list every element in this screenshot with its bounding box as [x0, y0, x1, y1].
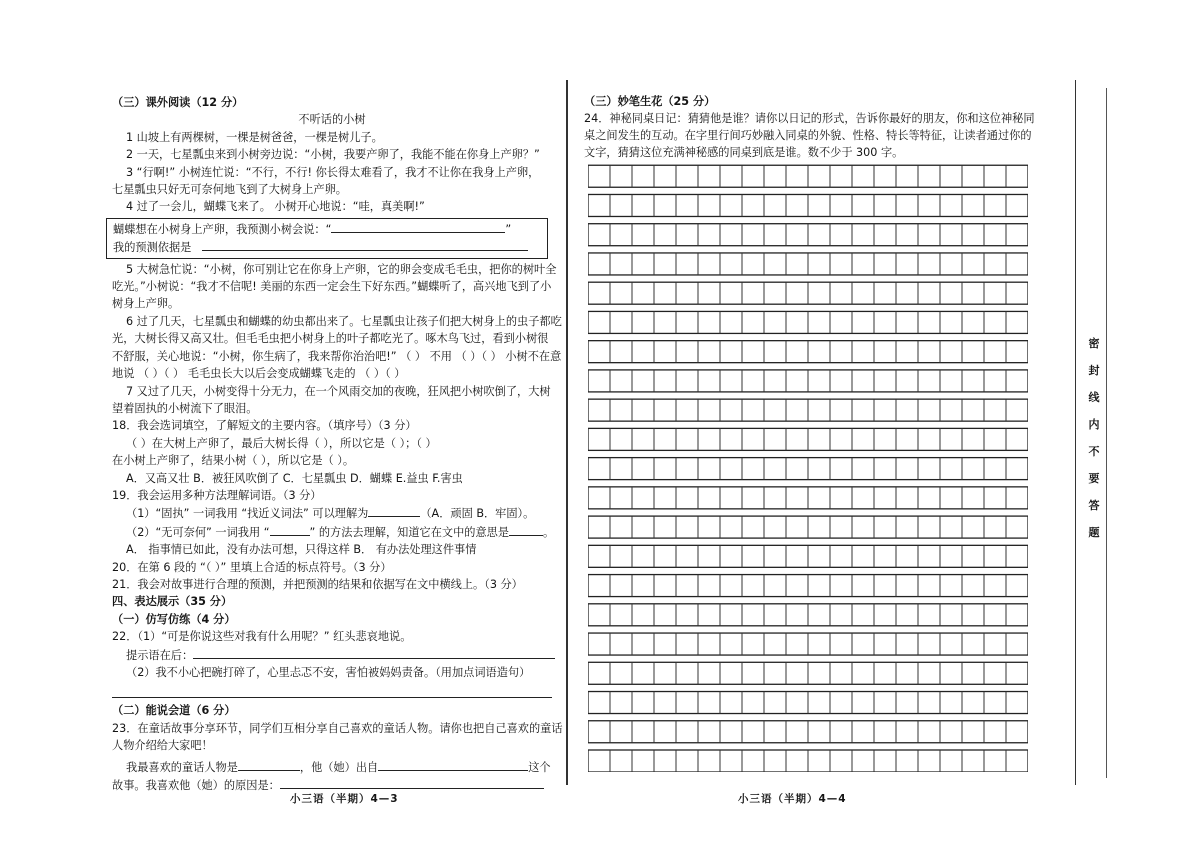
writing-grid-row[interactable]	[588, 662, 1028, 684]
binding-char: 要	[1088, 472, 1100, 485]
writing-grid-row[interactable]	[588, 575, 1028, 597]
paragraph-1: 1 山坡上有两棵树，一棵是树爸爸，一棵是树儿子。	[126, 130, 383, 144]
section-title-writing: （三）妙笔生花（25 分）	[584, 95, 716, 108]
question-22-1-blank[interactable]	[193, 646, 555, 659]
prediction-basis-blank[interactable]	[202, 238, 528, 251]
writing-grid-row[interactable]	[588, 458, 1028, 480]
writing-grid[interactable]	[588, 158, 1028, 772]
writing-grid-row[interactable]	[588, 224, 1028, 246]
left-page	[112, 94, 563, 794]
question-23-character-blank[interactable]	[238, 758, 300, 771]
question-23a: 23．在童话故事分享环节，同学们互相分享自己喜欢的童话人物。请你也把自己喜欢的童话	[112, 721, 563, 735]
writing-grid-row[interactable]	[588, 750, 1028, 772]
question-24c: 文字，猜猜这位充满神秘感的同桌到底是谁。数不少于 300 字。	[584, 146, 904, 159]
question-24a: 24．神秘同桌日记：猜猜他是谁？请你以日记的形式，告诉你最好的朋友，你和这位神秘同	[584, 112, 1035, 125]
writing-grid-row[interactable]	[588, 633, 1028, 655]
paragraph-6a: 6 过了几天，七星瓢虫和蝴蝶的幼虫都出来了。七星瓢虫让孩子们把大树身上的虫子都吃	[126, 314, 562, 328]
question-19-2-method-blank[interactable]	[270, 523, 310, 536]
question-24b: 桌之间发生的互动。在字里行间巧妙融入同桌的外貌、性格、特长等特征，让读者通过你的	[584, 129, 1032, 142]
question-21: 21．我会对故事进行合理的预测，并把预测的结果和依据写在文中横线上。（3 分）	[112, 577, 523, 591]
section-4-2-title: （二）能说会道（6 分）	[112, 704, 236, 718]
question-23-reason-label: 故事。我喜欢他（她）的原因是：	[112, 779, 280, 793]
writing-grid-row[interactable]	[588, 370, 1028, 392]
left-page-footer: 小三语（半期）4—3	[290, 793, 399, 805]
story-title: 不听话的小树	[298, 113, 366, 127]
paragraph-5b: 吃光。”小树说：“我才不信呢! 美丽的东西一定会生下好东西。”蝴蝶听了，高兴地飞到了小	[112, 280, 552, 294]
question-19-1: （1）“固执” 一词我用 “找近义词法” 可以理解为	[126, 507, 369, 521]
paragraph-5a: 5 大树急忙说：“小树，你可别让它在你身上产卵，它的卵会变成毛毛虫，把你的树叶全	[126, 262, 557, 276]
question-23-reason-blank[interactable]	[280, 776, 544, 789]
paragraph-2: 2 一天，七星瓢虫来到小树旁边说：“小树，我要产卵了，我能不能在你身上产卵？”	[126, 148, 540, 162]
paragraph-7a: 7 又过了几天，小树变得十分无力，在一个风雨交加的夜晚，狂风把小树吹倒了，大树	[126, 384, 551, 398]
question-23-source-label: ，他（她）出自	[299, 760, 379, 774]
writing-grid-row[interactable]	[588, 692, 1028, 714]
right-page	[584, 93, 1044, 161]
writing-grid-row[interactable]	[588, 428, 1028, 450]
binding-char: 答	[1088, 499, 1100, 512]
writing-grid-row[interactable]	[588, 253, 1028, 275]
right-page-footer: 小三语（半期）4—4	[738, 793, 847, 805]
question-23-this: 这个	[528, 760, 551, 774]
prediction-blank[interactable]	[331, 220, 505, 233]
paragraph-5c: 树身上产卵。	[112, 297, 180, 311]
paragraph-6d: 地说 （ ）（ ） 毛毛虫长大以后会变成蝴蝶飞走的 （ ）（ ）	[112, 367, 406, 381]
question-23-favorite-label: 我最喜欢的童话人物是	[126, 760, 238, 774]
paragraph-4: 4 过了一会儿，蝴蝶飞来了。 小树开心地说：“哇，真美啊!”	[126, 200, 425, 214]
binding-char: 线	[1088, 391, 1100, 404]
question-19-1-options: （A．顽固 B．牢固）。	[420, 507, 535, 521]
paragraph-7b: 望着固执的小树流下了眼泪。	[112, 401, 258, 415]
binding-notice	[1087, 330, 1101, 546]
binding-edge-line	[1106, 88, 1107, 778]
question-19-2-meaning-blank[interactable]	[509, 523, 543, 536]
binding-char: 不	[1088, 445, 1100, 458]
binding-line	[1075, 80, 1076, 785]
question-22-2: （2）我不小心把碗打碎了，心里忐忑不安，害怕被妈妈责备。（用加点词语造句）	[126, 666, 531, 679]
question-19-2: （2）“无可奈何” 一词我用 “	[126, 525, 270, 539]
question-19-2-end: 。	[543, 525, 555, 539]
section-4-title: 四、表达展示（35 分）	[112, 595, 233, 609]
question-19-2-mid: ” 的方法去理解，知道它在文中的意思是	[309, 525, 510, 539]
paragraph-3a: 3 “行啊!” 小树连忙说：“不行，不行! 你长得太难看了，我才不让你在我身上产卵，	[126, 165, 540, 179]
question-23b: 人物介绍给大家吧！	[112, 739, 213, 753]
question-19-2-options: A． 指事情已如此，没有办法可想，只得这样 B． 有办法处理这件事情	[126, 543, 477, 557]
page-divider	[566, 80, 568, 785]
prediction-close-quote: ”	[505, 222, 512, 236]
question-19: 19．我会运用多种方法理解词语。（3 分）	[112, 488, 322, 502]
writing-grid-row[interactable]	[588, 282, 1028, 304]
writing-grid-row[interactable]	[588, 487, 1028, 509]
writing-grid-row[interactable]	[588, 311, 1028, 333]
writing-grid-row[interactable]	[588, 165, 1028, 187]
writing-grid-row[interactable]	[588, 194, 1028, 216]
writing-grid-row[interactable]	[588, 721, 1028, 743]
paragraph-6b: 光，大树长得又高又壮。但毛毛虫把小树身上的叶子都吃光了。啄木鸟飞过，看到小树很	[112, 332, 549, 346]
question-23-story-blank[interactable]	[378, 758, 528, 771]
question-18-line-b: 在小树上产卵了，结果小树（ ），所以它是（ ）。	[112, 454, 355, 468]
prediction-box	[106, 218, 548, 259]
binding-char: 内	[1088, 418, 1100, 431]
writing-grid-row[interactable]	[588, 545, 1028, 567]
question-18-line-a: （ ）在大树上产卵了，最后大树长得（ ），所以它是（ ）；（ ）	[126, 436, 437, 450]
writing-grid-row[interactable]	[588, 516, 1028, 538]
question-22-hint-label: 提示语在后：	[126, 648, 194, 662]
question-20: 20．在第 6 段的 “（ ）” 里填上合适的标点符号。（3 分）	[112, 560, 392, 574]
paragraph-3b: 七星瓢虫只好无可奈何地飞到了大树身上产卵。	[112, 183, 347, 197]
section-4-1-title: （一）仿写仿练（4 分）	[112, 612, 236, 626]
writing-grid-svg[interactable]	[588, 158, 1028, 772]
binding-char: 封	[1088, 364, 1100, 377]
question-22-2-blank[interactable]	[112, 685, 552, 698]
writing-grid-row[interactable]	[588, 604, 1028, 626]
prediction-prompt: 蝴蝶想在小树身上产卵，我预测小树会说：“	[113, 222, 332, 236]
question-18-options: A．又高又壮 B．被狂风吹倒了 C．七星瓢虫 D．蝴蝶 E.益虫 F.害虫	[126, 471, 463, 485]
paragraph-6c: 不舒服，关心地说：“小树，你生病了，我来帮你治治吧!” （ ） 不用 （ ）（ ） 小树不在意	[112, 349, 562, 363]
prediction-basis-label: 我的预测依据是	[113, 241, 192, 255]
binding-char: 密	[1088, 337, 1100, 350]
question-18: 18．我会选词填空，了解短文的主要内容。（填序号）（3 分）	[112, 419, 417, 433]
writing-grid-row[interactable]	[588, 399, 1028, 421]
question-19-1-blank[interactable]	[368, 504, 420, 517]
writing-grid-row[interactable]	[588, 341, 1028, 363]
section-title-reading: （三）课外阅读（12 分）	[112, 96, 244, 109]
binding-char: 题	[1088, 526, 1100, 539]
question-22-1: 22．（1）“可是你说这些对我有什么用呢？” 红头悲哀地说。	[112, 630, 412, 644]
